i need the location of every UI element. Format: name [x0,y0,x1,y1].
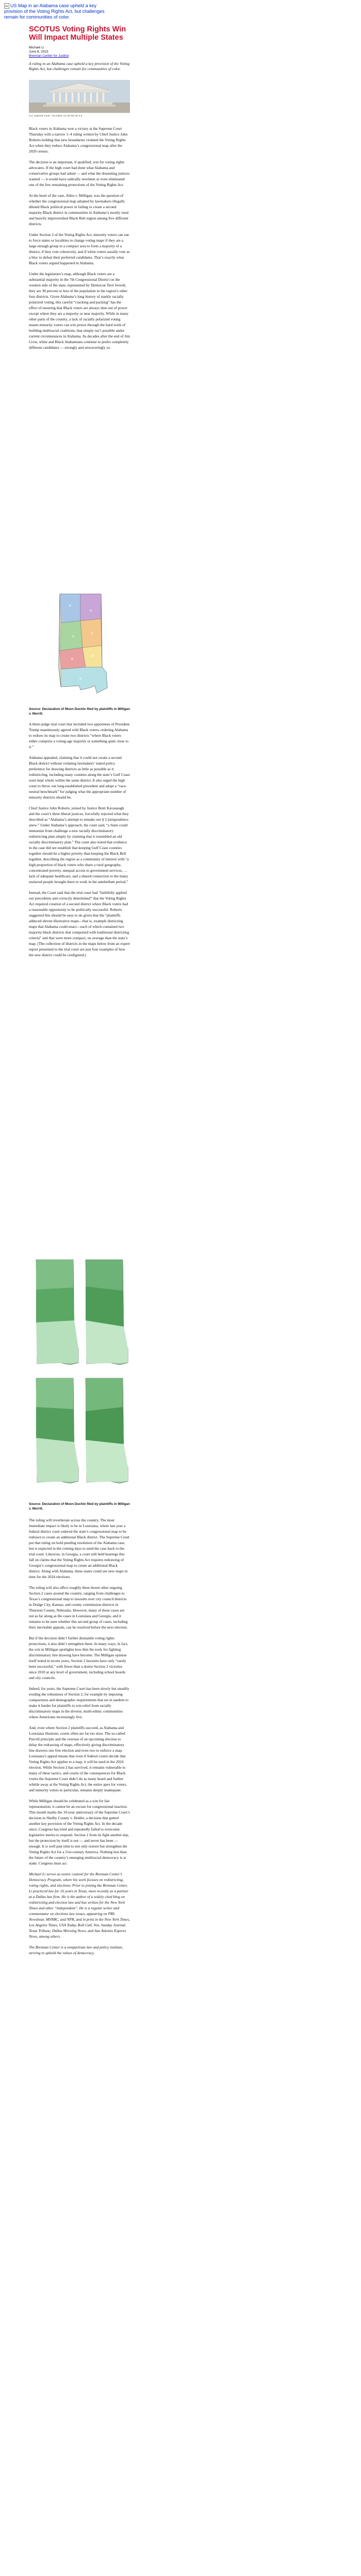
paragraph: The ruling will also affect roughly three dozen other ongoing Section 2 cases around the country, ranging from challenges to Texas’s congressional map to lawsuits over city council districts in Dodge City, Kansas, and county commission districts in Thurston County, Nebraska. However, many of these cases are not as far along as the cases in Louisiana and Georgia, and it remains to be seen whether this second group of cases, including their inevitable appeals, can be resolved before the next election. [29,1585,128,1630]
paragraph: Chief Justice John Roberts, joined by Justice Brett Kavanaugh and the court’s three liberal justices, forcefully rejected what they described as “Alabama’s attempt to remake our § 2 jurisprudence anew.” Under Alabama’s approach, the court said, “a State could immunize from challenge a new racially discriminatory redistricting plan simply by claiming that it resembled an old racially discriminatory plan.” The court also noted that evidence in the case did not establish that keeping Gulf Coast counties together should be a higher priority than keeping the Black Belt together, describing the region as a community of interest with “a high proportion of black voters who share a rural geography, concentrated poverty, unequal access to government services, … lack of adequate healthcare, and a shared connection to the many enslaved people brought there to work in the antebellum period.” [29,806,129,884]
article-body-part-1 [29,126,130,355]
paragraph: A three-judge trial court that included two appointees of President Trump unanimously agreed with Black voters, ordering Alabama to redraw its map to create two districts “where Black voters either comprise a voting-age majority or something quite close to it.” [29,722,130,749]
map-graphic [29,590,130,703]
figure-2-caption: Source: Declaration of Moon Duchin filed by plaintiffs in Milligan v. Merrill. [29,1502,130,1511]
paragraph: At the heart of the case, Allen v. Milligan, was the question of whether the congressional map adopted by lawmakers illegally diluted Black political power in failing to create a second majority-Black district in communities in Alabama’s mostly rural and heavily impoverished Black Belt region among five different districts. [29,193,129,226]
header-image [4,3,107,26]
hero-credit: U.S. Supreme Court – by Author; CC BY-NC-SA 2.0 [29,114,83,117]
paragraph: The ruling will reverberate across the country. The most immediate impact is likely to be in Louisiana, where last year a federal district court ordered the state’s congressional map to be redrawn to create an additional Black district. The Supreme Court put that ruling on hold pending resolution of the Alabama case, but is expected in the coming days to send the case back to the trial court. Likewise, in Georgia, a court still held hearings this fall on claims that the Voting Rights Act requires redrawing of Georgia’s congressional map to create an additional Black district. Along with Alabama, these states could see new maps in time for the 2024 elections. [29,1518,129,1579]
publish-date: June 8, 2023 [29,50,48,54]
paragraph: Under Section 2 of the Voting Rights Act, minority voters can sue to force states or localities to change voting maps if they are a large enough group in a compact area to form a majority of a district, if they vote cohesively, and if white voters usually vote as a bloc to defeat their preferred candidates. That’s exactly what Black voters argued happened in Alabama. [29,232,130,265]
author-name: Michael Li [29,46,44,49]
paragraph: While Milligan should be celebrated as a win for fair representation, it cannot be an excuse for congressional inaction. This month marks the 10-year anniversary of the Supreme Court’s decision in Shelby County v. Holder, a decision that gutted another key provision of the Voting Rights Act. In the decade since, Congress has tried and repeatedly failed to overcome legislative inertia to respond. Section 2 from its fight another day, but the protection by itself is not — and never has been — enough. It is well past time to not only restore but strengthen the Voting Rights Act for a 21st-century America. Nothing less than the future of the country’s emerging multiracial democracy is at stake. Congress must act. [29,1799,130,1866]
illustrative-maps-graphic [29,1255,130,1497]
byline [29,46,130,58]
paragraph: Instead, the Court said that the trial court had “faithfully applied our precedents and correctly determined” that the Voting Rights Act required creation of a second district where Black voters had a reasonable opportunity to be politically successful. Roberts suggested this should be easy to do given that the “plaintiffs adduced eleven illustrative maps—that is, example districting maps that Alabama could enact—each of which contained two majority-black districts that comported with traditional districting criteria” and that were more compact, on average than the state’s map. (The collection of districts in the maps below from an expert report presented to the trial court are just four examples of how the new district could be configured.) [29,890,130,957]
article-body-part-2 [29,721,130,963]
paragraph: But if the decision didn’t further dismantle voting rights protections, it also didn’t strengthen them. In many ways, in fact, the win in Milligan spotlights how thin the tools for fighting discriminatory line drawing have become. The Milligan opinion itself noted in recent years, Section 2 lawsuits have only “rarely been successful,” with fewer than a dozen Section 2 victories since 2010 at any level of government, including school boards and city councils. [29,1636,128,1680]
header-image-alt: US Map in an Alabama case upheld a key provision of the Voting Rights Act, but challenges remain for communities of color. [4,3,105,20]
article-body-part-3 [29,1517,130,1961]
broken-image-icon [4,3,9,9]
org-note: The Brennan Center is a nonpartisan law and policy institute, striving to uphold the values of democracy. [29,1945,123,1955]
supreme-court-photo [29,80,130,113]
paragraph: And, even where Section 2 plaintiffs succeed, as Alabama and Louisiana illustrate, courts often are far too slow. The so-called Purcell principle and the overuse of an upcoming election to delay the redrawing of maps, effectively giving discriminatory line drawers one free election and even two to enforce a map. Louisiana’s appeal means that even if federal courts decide that Voting Rights Act applies to a map, it will be used in the 2024 election. While Section 2 has survived, it remains vulnerable to many of these tactics, and courts of the consequences for Black voters the Supreme Court didn’t do as many heard and further whittle away at the Voting Rights Act, the entire apex for voters, and minority voters in particular, remains deeply inadequate. [29,1725,127,1792]
hero-image [29,80,130,113]
author-bio: Michael Li serves as senior counsel for the Brennan Center’s Democracy Program, where his work focuses on redistricting, voting rights, and elections. Prior to joining the Brennan Center, Li practiced law for 16 years in Texas, most recently as a partner at a Dallas law firm. He is the author of a widely cited blog on redistricting and election law and has written for the New York Times and other “independent”. He is a regular writer and commentator on elections law issues, appearing on PBS Newshour, MSNBC, and NPR, and in print in the New York Times, Los Angeles Times, USA Today, Roll Call, Vox, Sunday Journal, Texas Tribune, Dallas Morning News, and San Antonio Express News, among others. [29,1872,130,1939]
publication-link[interactable]: Brennan Center for Justice [29,54,69,58]
paragraph: Under the legislature’s map, although Black voters are a substantial majority in the 7th Congressional District on the western side of the state, represented by Democrat Terri Sewell, they are 30 percent or less of the population in the region’s other four districts. Given Alabama’s long history of starkly racially polarized voting, this careful “cracking and packing” has the effect of ensuring that Black voters are always shut out of power except where they are a majority or near majority. While in many other parts of the country, a lack of racially polarized voting means minority voters can win power through the hard work of building multiracial coalitions, that simply isn’t possible under current circumstances in Alabama. Its decades after the end of Jim Crow, white and Black Alabamians continue to prefer completely different candidates — strongly and unwaveringly so. [29,272,130,350]
article-dek: A ruling in an Alabama case upheld a key provision of the Voting Rights Act, but challenges remain for communities of color. [29,61,130,71]
paragraph: Alabama appealed, claiming that it could not create a second Black district without violating lawmakers’ stated policy preference for drawing districts as little as possible as it redistricting, including many counties along the state’s Gulf Coast were kept whole within the same district. It also urged the high court to throw out long-established precedent and adopt a “race-neutral benchmark” for judging what the appropriate number of minority districts should be. [29,755,130,800]
paragraph: Black voters in Alabama won a victory at the Supreme Court Thursday with a narrow 5–4 ruling written by Chief Justice John Roberts holding that new boundaries violated the Voting Rights Act when they reduce Alabama’s congressional map after the 2020 census. [29,126,128,154]
paragraph: Indeed, for years, the Supreme Court has been slowly but steadily eroding the robustness of Section 2, for example by imposing compactness and demographic requirements that set in tandem to make it harder for plaintiffs to win relief from racially discriminatory maps in the diverse, multi-ethnic communities where Americans increasingly live. [29,1686,129,1719]
paragraph: The decision is an important, if qualified, win for voting rights advocates. If the high court had done what Alabama and conservative groups had asked — and what the dissenting justices wanted — it would have radically rewritten or even eliminated one of the few remaining protections of the Voting Rights Act. [29,160,130,187]
figure-1-caption: Source: Declaration of Moon Duchin filed by plaintiffs in Milligan v. Merrill. [29,707,130,716]
alabama-district-map [29,590,130,703]
illustrative-maps-grid [29,1255,130,1497]
article-title: SCOTUS Voting Rights Win Will Impact Multiple States [29,25,126,42]
